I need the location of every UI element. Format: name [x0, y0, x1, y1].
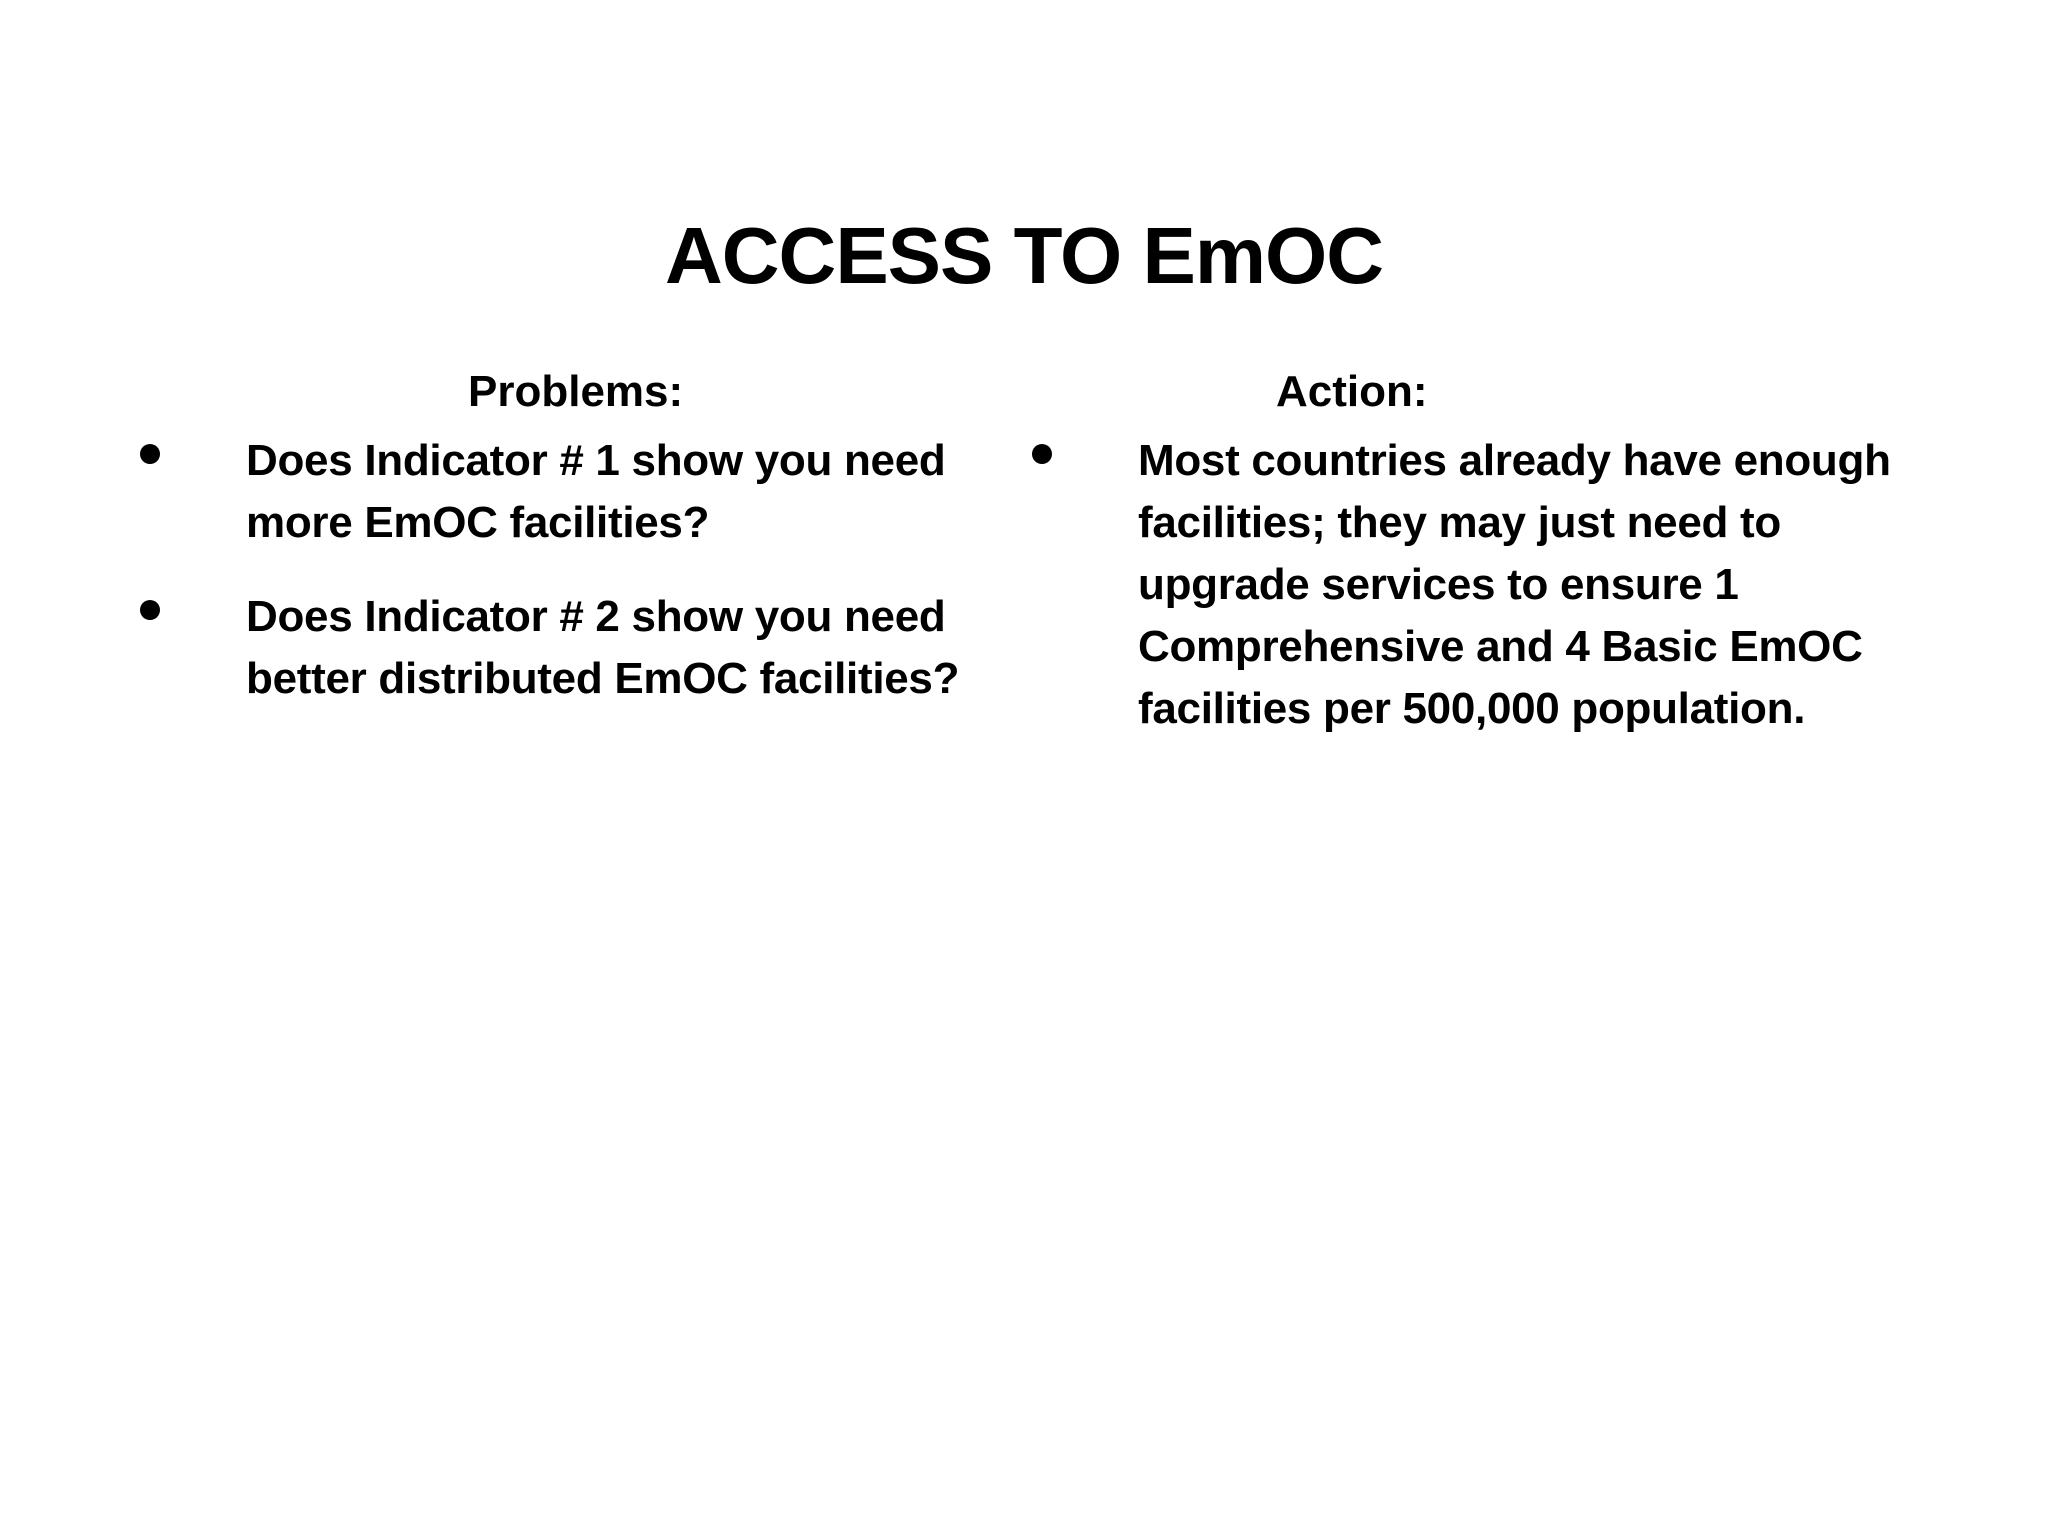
- problems-heading: Problems:: [468, 367, 684, 416]
- action-list-item: [1032, 430, 1932, 740]
- bullet-icon: [140, 600, 160, 620]
- bullet-icon: [140, 444, 160, 464]
- problems-list: [140, 430, 1010, 710]
- problems-list-item: [140, 430, 1010, 554]
- problem-text: Does Indicator # 1 show you need more EmOC facilities?: [246, 436, 946, 547]
- bullet-icon: [1032, 444, 1052, 464]
- slide-title: ACCESS TO EmOC: [665, 211, 1383, 300]
- action-list: [1032, 430, 1932, 740]
- action-text: Most countries already have enough facilities; they may just need to upgrade services to ensure 1 Comprehensive and 4 Basic EmOC facilities per 500,000 population.: [1138, 436, 1891, 733]
- problem-text: Does Indicator # 2 show you need better distributed EmOC facilities?: [246, 592, 960, 703]
- action-heading: Action:: [1276, 367, 1428, 416]
- problems-list-item: [140, 586, 1010, 710]
